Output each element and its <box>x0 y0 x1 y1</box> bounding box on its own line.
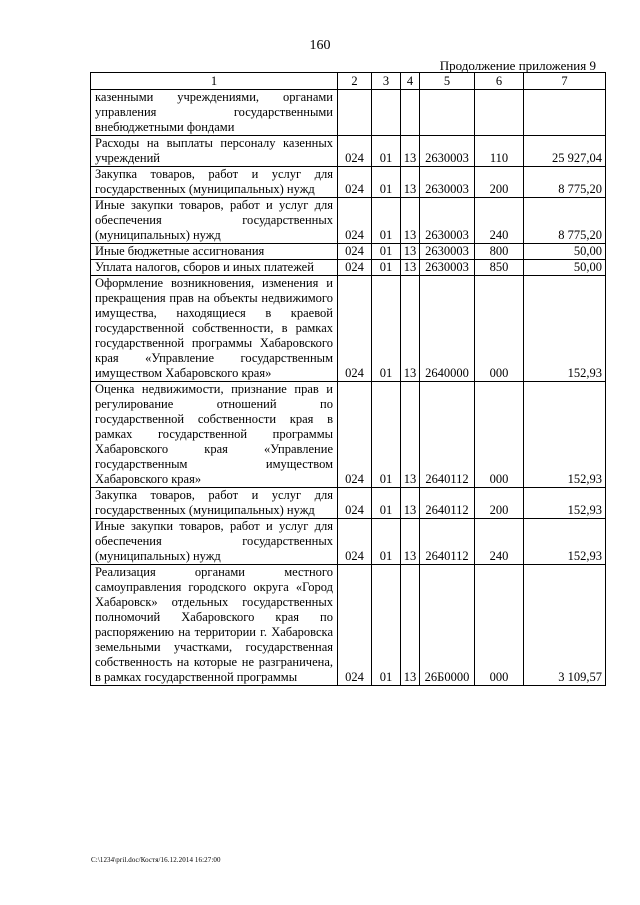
row-expense-type: 200 <box>475 167 524 198</box>
row-subsection: 13 <box>401 276 420 382</box>
row-ministry-code: 024 <box>338 136 372 167</box>
continuation-label: Продолжение приложения 9 <box>439 58 596 73</box>
row-expense-type: 000 <box>475 382 524 488</box>
row-ministry-code: 024 <box>338 488 372 519</box>
row-target-article: 2640112 <box>420 382 475 488</box>
row-section: 01 <box>372 167 401 198</box>
column-header: 2 <box>338 73 372 90</box>
row-subsection: 13 <box>401 167 420 198</box>
table-row <box>91 90 606 136</box>
table-row <box>91 198 606 244</box>
row-section: 01 <box>372 136 401 167</box>
file-path-footer: C:\1234\pril.doc/Костя/16.12.2014 16:27:00 <box>91 856 221 864</box>
row-target-article: 2630003 <box>420 244 475 260</box>
row-expense-type <box>475 90 524 136</box>
row-ministry-code: 024 <box>338 260 372 276</box>
row-ministry-code: 024 <box>338 382 372 488</box>
row-subsection: 13 <box>401 260 420 276</box>
column-header: 4 <box>401 73 420 90</box>
row-amount: 50,00 <box>524 244 606 260</box>
row-description: Иные бюджетные ассигнования <box>91 244 338 260</box>
row-expense-type: 000 <box>475 565 524 686</box>
column-header: 1 <box>91 73 338 90</box>
row-amount: 3 109,57 <box>524 565 606 686</box>
row-amount: 8 775,20 <box>524 167 606 198</box>
row-description: Оформление возникновения, изменения и прекращения прав на объекты недвижимого имущества, находящиеся в краевой государственной собственности, в рамках государственной программы Хабаровского края «Управление государственным имуществом Хабаровского края» <box>91 276 338 382</box>
row-section: 01 <box>372 565 401 686</box>
row-amount: 25 927,04 <box>524 136 606 167</box>
table-row <box>91 167 606 198</box>
row-section: 01 <box>372 244 401 260</box>
table-header-row <box>91 73 606 90</box>
row-description: Иные закупки товаров, работ и услуг для обеспечения государственных (муниципальных) нужд <box>91 198 338 244</box>
row-subsection: 13 <box>401 136 420 167</box>
row-description: Оценка недвижимости, признание прав и регулирование отношений по государственной собственности края в рамках государственной программы Хабаровского края «Управление государственным имуществом Хабаровского края» <box>91 382 338 488</box>
row-amount: 50,00 <box>524 260 606 276</box>
row-subsection: 13 <box>401 382 420 488</box>
row-expense-type: 240 <box>475 198 524 244</box>
table-row <box>91 382 606 488</box>
table-row <box>91 244 606 260</box>
table-row <box>91 565 606 686</box>
row-ministry-code: 024 <box>338 519 372 565</box>
row-expense-type: 200 <box>475 488 524 519</box>
row-target-article: 26Б0000 <box>420 565 475 686</box>
row-subsection: 13 <box>401 244 420 260</box>
row-subsection <box>401 90 420 136</box>
row-description: Закупка товаров, работ и услуг для государственных (муниципальных) нужд <box>91 488 338 519</box>
table-row <box>91 136 606 167</box>
row-amount: 152,93 <box>524 488 606 519</box>
row-target-article: 2630003 <box>420 167 475 198</box>
row-ministry-code: 024 <box>338 167 372 198</box>
table-row <box>91 519 606 565</box>
row-expense-type: 800 <box>475 244 524 260</box>
row-ministry-code <box>338 90 372 136</box>
row-subsection: 13 <box>401 565 420 686</box>
row-target-article: 2640112 <box>420 519 475 565</box>
row-section: 01 <box>372 488 401 519</box>
row-ministry-code: 024 <box>338 565 372 686</box>
column-header: 5 <box>420 73 475 90</box>
row-section: 01 <box>372 382 401 488</box>
row-subsection: 13 <box>401 198 420 244</box>
row-target-article: 2630003 <box>420 260 475 276</box>
row-section: 01 <box>372 276 401 382</box>
row-expense-type: 850 <box>475 260 524 276</box>
row-amount: 8 775,20 <box>524 198 606 244</box>
row-target-article: 2630003 <box>420 136 475 167</box>
row-section: 01 <box>372 519 401 565</box>
row-target-article: 2640112 <box>420 488 475 519</box>
row-description: Реализация органами местного самоуправления городского округа «Город Хабаровск» отдельных государственных полномочий Хабаровского края по распоряжению на территории г. Хабаровска земельными участками, государственная собственность на которые не разграничена, в рамках государственной программы <box>91 565 338 686</box>
row-ministry-code: 024 <box>338 276 372 382</box>
column-header: 7 <box>524 73 606 90</box>
table-body <box>91 90 606 686</box>
row-amount: 152,93 <box>524 276 606 382</box>
row-amount: 152,93 <box>524 382 606 488</box>
column-header: 3 <box>372 73 401 90</box>
row-amount: 152,93 <box>524 519 606 565</box>
row-amount <box>524 90 606 136</box>
row-description: Иные закупки товаров, работ и услуг для обеспечения государственных (муниципальных) нужд <box>91 519 338 565</box>
column-header: 6 <box>475 73 524 90</box>
row-description: казенными учреждениями, органами управления государственными внебюджетными фондами <box>91 90 338 136</box>
row-section: 01 <box>372 198 401 244</box>
row-subsection: 13 <box>401 519 420 565</box>
table-row <box>91 260 606 276</box>
row-target-article <box>420 90 475 136</box>
row-description: Расходы на выплаты персоналу казенных учреждений <box>91 136 338 167</box>
row-ministry-code: 024 <box>338 198 372 244</box>
row-expense-type: 000 <box>475 276 524 382</box>
table-row <box>91 276 606 382</box>
row-description: Уплата налогов, сборов и иных платежей <box>91 260 338 276</box>
budget-table <box>90 72 606 686</box>
page-number: 160 <box>309 38 331 53</box>
row-target-article: 2640000 <box>420 276 475 382</box>
row-section <box>372 90 401 136</box>
row-subsection: 13 <box>401 488 420 519</box>
row-description: Закупка товаров, работ и услуг для государственных (муниципальных) нужд <box>91 167 338 198</box>
row-ministry-code: 024 <box>338 244 372 260</box>
row-expense-type: 110 <box>475 136 524 167</box>
row-expense-type: 240 <box>475 519 524 565</box>
table-row <box>91 488 606 519</box>
row-section: 01 <box>372 260 401 276</box>
row-target-article: 2630003 <box>420 198 475 244</box>
